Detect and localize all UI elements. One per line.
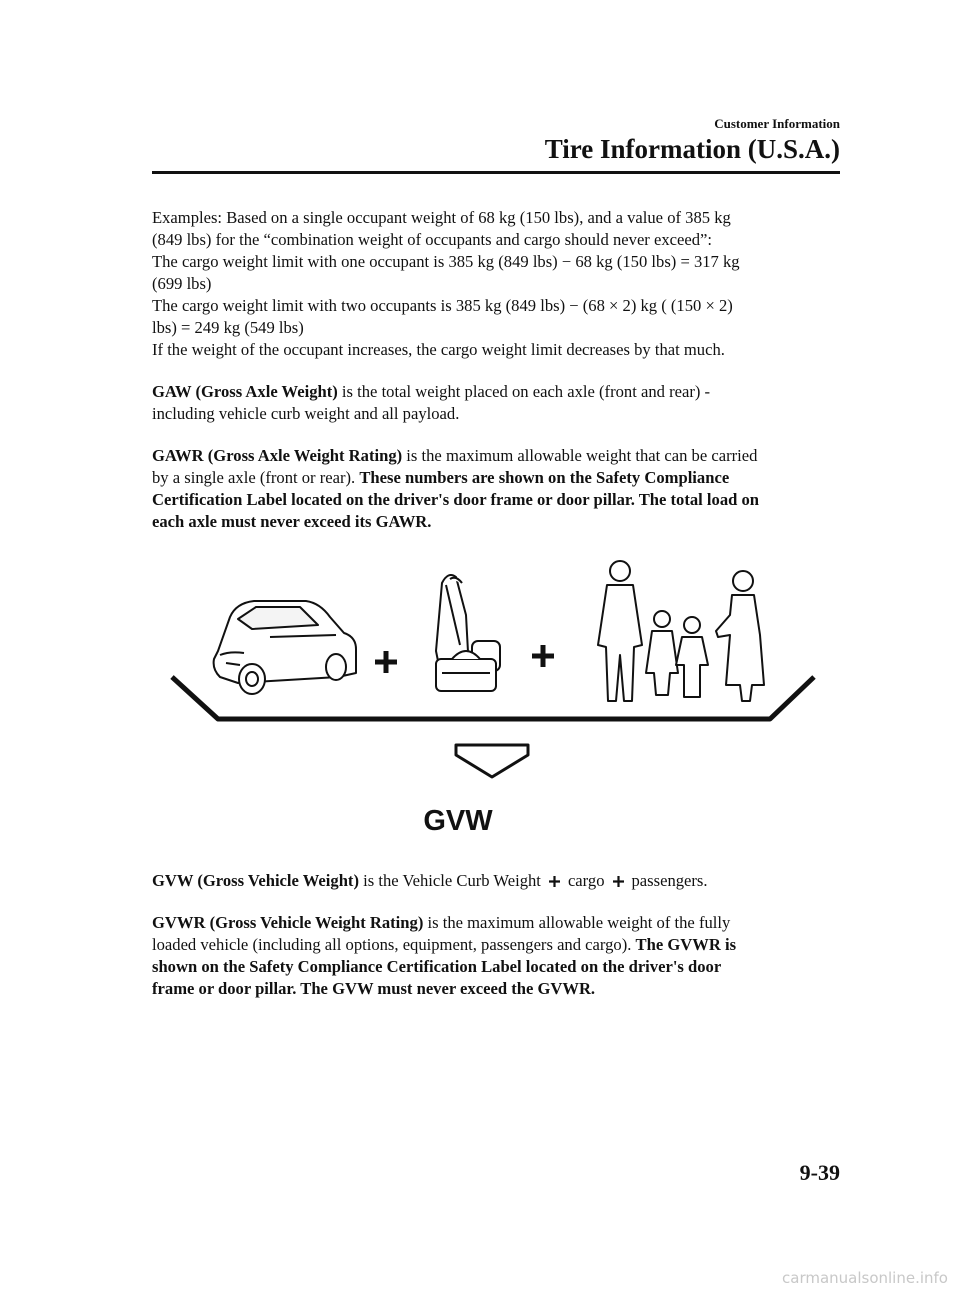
examples-line-4: (699 lbs) bbox=[152, 274, 212, 293]
gvwr-line-2 bbox=[152, 934, 842, 956]
examples-line-7: If the weight of the occupant increases, the cargo weight limit decreases by that much. bbox=[152, 340, 725, 359]
gvw-part-3: passengers. bbox=[631, 871, 708, 890]
gawr-paragraph bbox=[152, 445, 842, 467]
gvwr-line-3: shown on the Safety Compliance Certification Label located on the driver's door bbox=[152, 957, 722, 976]
gaw-term: GAW (Gross Axle Weight) bbox=[152, 382, 338, 401]
gaw-paragraph bbox=[152, 381, 842, 403]
gvwr-term: GVWR (Gross Vehicle Weight Rating) bbox=[152, 913, 424, 932]
luggage-icon bbox=[436, 575, 500, 691]
gvw-illustration bbox=[160, 555, 830, 845]
gvw-part-1: is the Vehicle Curb Weight bbox=[358, 871, 541, 890]
header-divider bbox=[152, 171, 840, 174]
gawr-line-2 bbox=[152, 467, 842, 489]
gaw-line-2: including vehicle curb weight and all payload. bbox=[152, 404, 460, 423]
down-arrow-icon bbox=[456, 745, 528, 777]
examples-line-3: The cargo weight limit with one occupant is 385 kg (849 lbs) − 68 kg (150 lbs) = 317 kg bbox=[152, 252, 740, 271]
gvw-term: GVW (Gross Vehicle Weight) bbox=[152, 871, 359, 890]
body-text bbox=[152, 207, 842, 533]
car-icon bbox=[214, 601, 356, 694]
gawr-line-4: each axle must never exceed its GAWR. bbox=[152, 512, 432, 531]
gvw-label: GVW bbox=[423, 805, 493, 837]
gawr-line-1: is the maximum allowable weight that can be carried bbox=[402, 446, 758, 465]
gawr-line-3: Certification Label located on the driver's door frame or door pillar. The total load on bbox=[152, 490, 760, 509]
plus-icon bbox=[532, 645, 554, 667]
gvwr-paragraph bbox=[152, 912, 842, 934]
gvwr-line-1: is the maximum allowable weight of the fully bbox=[423, 913, 731, 932]
gawr-line-2-plain: by a single axle (front or rear). bbox=[152, 468, 360, 487]
page-title: Tire Information (U.S.A.) bbox=[544, 134, 840, 164]
gvw-part-2: cargo bbox=[567, 871, 605, 890]
examples-line-2: (849 lbs) for the “combination weight of occupants and cargo should never exceed”: bbox=[152, 230, 713, 249]
gvw-text bbox=[152, 870, 842, 1000]
plus-icon bbox=[375, 651, 397, 673]
gawr-line-2-bold: These numbers are shown on the Safety Compliance bbox=[359, 468, 730, 487]
examples-line-6: lbs) = 249 kg (549 lbs) bbox=[152, 318, 304, 337]
gvw-paragraph bbox=[152, 870, 842, 892]
gvwr-line-2-plain: loaded vehicle (including all options, equipment, passengers and cargo). bbox=[152, 935, 636, 954]
plus-icon bbox=[549, 876, 560, 887]
gaw-line-1: is the total weight placed on each axle (front and rear) - bbox=[337, 382, 711, 401]
passengers-icon bbox=[598, 561, 764, 701]
page-number: 9-39 bbox=[799, 1160, 840, 1185]
examples-line-5: The cargo weight limit with two occupants is 385 kg (849 lbs) − (68 × 2) kg ( (150 × 2) bbox=[152, 296, 733, 315]
gvwr-line-4: frame or door pillar. The GVW must never exceed the GVWR. bbox=[152, 979, 596, 998]
section-name: Customer Information bbox=[714, 116, 840, 131]
gvwr-line-2-bold: The GVWR is bbox=[635, 935, 737, 954]
gawr-term: GAWR (Gross Axle Weight Rating) bbox=[152, 446, 403, 465]
watermark: carmanualsonline.info bbox=[782, 1269, 948, 1287]
examples-line-1: Examples: Based on a single occupant weight of 68 kg (150 lbs), and a value of 385 kg bbox=[152, 208, 731, 227]
plus-icon bbox=[613, 876, 624, 887]
